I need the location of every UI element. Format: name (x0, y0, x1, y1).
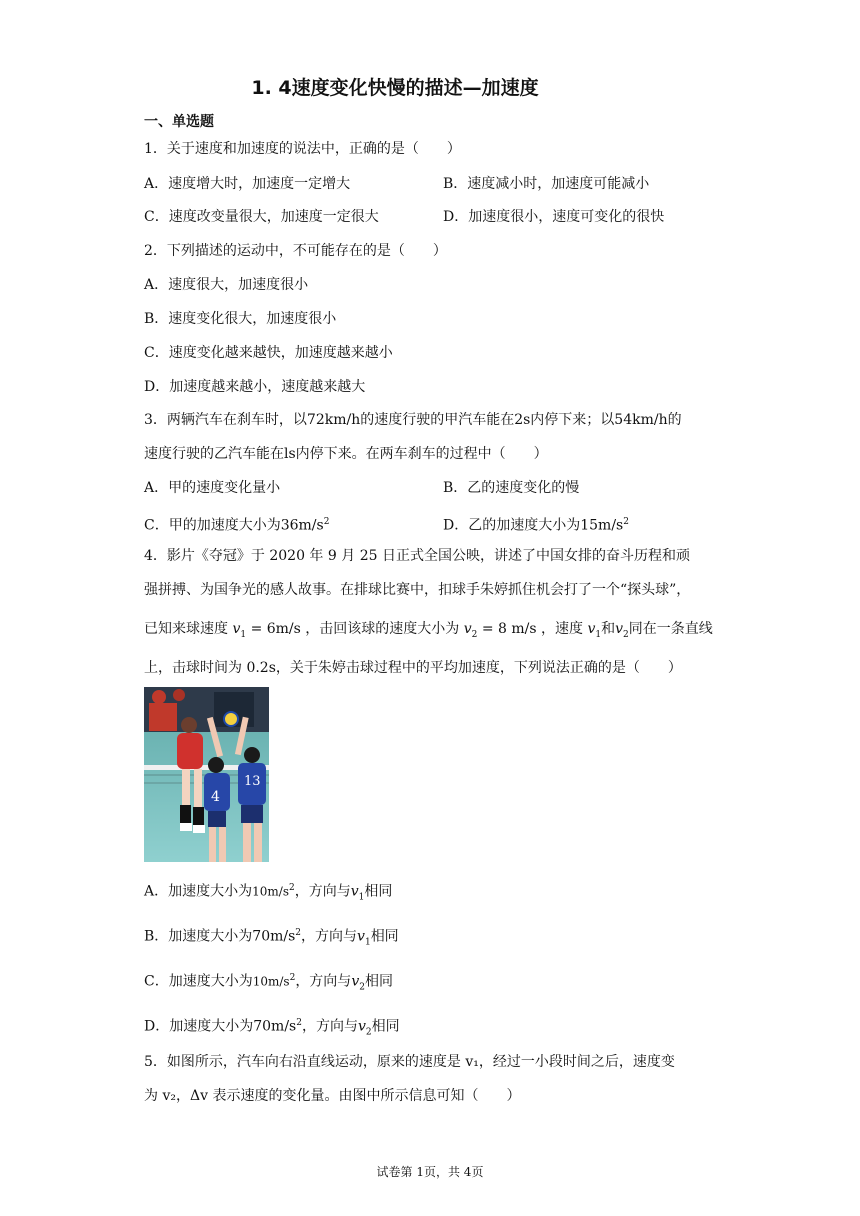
q3-option-a: A．甲的速度变化量小 (144, 480, 281, 496)
q3-option-c: C．甲的加速度大小为$36m/s^2$ (144, 517, 330, 534)
q5-stem-line2: 为 v₂，Δv 表示速度的变化量。由图中所示信息可知（ ） (144, 1088, 521, 1104)
page-footer: 试卷第 1页，共 4页 (376, 1165, 484, 1179)
q2-option-a: A．速度很大，加速度很小 (144, 277, 309, 293)
q4-stem-line4: 上，击球时间为 0.2s，关于朱婷击球过程中的平均加速度，下列说法正确的是（ ） (144, 660, 682, 676)
q4-option-c: C．加速度大小为$10m/s^2$，方向与$v_2$相同 (144, 973, 393, 993)
q1-stem: 1．关于速度和加速度的说法中，正确的是（ ） (144, 141, 461, 157)
q4-option-b: B．加速度大小为$70m/s^2$，方向与$v_1$相同 (144, 928, 399, 948)
q3-stem-line2: 速度行驶的乙汽车能在ls内停下来。在两车刹车的过程中（ ） (144, 446, 548, 462)
jersey-number-4: 4 (211, 789, 220, 805)
q4-stem-line3: 已知来球速度 $v_1 = 6m/s$ ，击回该球的速度大小为 $v_2 = 8$ m/s ，速度 $v_1$和$v_2$同在一条直线 (144, 621, 713, 640)
q3-option-d-value: 15m/s (580, 517, 624, 534)
q3-option-d-text: D．乙的加速度大小为 (443, 517, 581, 534)
q4-stem-line2: 强拼搏、为国争光的感人故事。在排球比赛中，扣球手朱婷抓住机会打了一个“探头球”， (144, 582, 691, 598)
q1-option-d: D．加速度很小，速度可变化的很快 (443, 209, 665, 225)
q2-option-c: C．速度变化越来越快，加速度越来越小 (144, 345, 393, 361)
q4-stem-line1: 4．影片《夺冠》于 2020 年 9 月 25 日正式全国公映，讲述了中国女排的奋斗历程和顽 (144, 548, 690, 564)
q3-option-d: D．乙的加速度大小为$15m/s^2$ (443, 517, 629, 534)
q3-option-c-text: C．甲的加速度大小为 (144, 517, 281, 534)
q2-option-b: B．速度变化很大，加速度很小 (144, 311, 337, 327)
q3-stem-line1: 3．两辆汽车在刹车时，以72km/h的速度行驶的甲汽车能在2s内停下来；以54km/h的 (144, 412, 682, 428)
jersey-number-13: 13 (244, 774, 261, 789)
q2-option-d: D．加速度越来越小，速度越来越大 (144, 379, 366, 395)
q4-v1-value: = 6m/s (250, 621, 301, 637)
q2-stem: 2．下列描述的运动中，不可能存在的是（ ） (144, 243, 447, 259)
q1-option-a: A．速度增大时，加速度一定增大 (144, 176, 351, 192)
q4-option-a: A．加速度大小为$10m/s^2$，方向与$v_1$相同 (144, 883, 393, 903)
volleyball-photo (144, 687, 269, 862)
q1-option-c: C．速度改变量很大，加速度一定很大 (144, 209, 379, 225)
page-title: 1. 4速度变化快慢的描述—加速度 (251, 77, 539, 99)
q3-option-c-value: 36m/s (280, 517, 324, 534)
q4-option-d: D．加速度大小为$70m/s^2$，方向与$v_2$相同 (144, 1018, 400, 1038)
section-heading: 一、单选题 (144, 114, 214, 130)
q1-option-b: B．速度减小时，加速度可能减小 (443, 176, 650, 192)
q4-v2-value: = 8 m/s (481, 621, 537, 637)
q5-stem-line1: 5．如图所示，汽车向右沿直线运动，原来的速度是 v₁，经过一小段时间之后，速度变 (144, 1054, 675, 1070)
q3-option-b: B．乙的速度变化的慢 (443, 480, 580, 496)
